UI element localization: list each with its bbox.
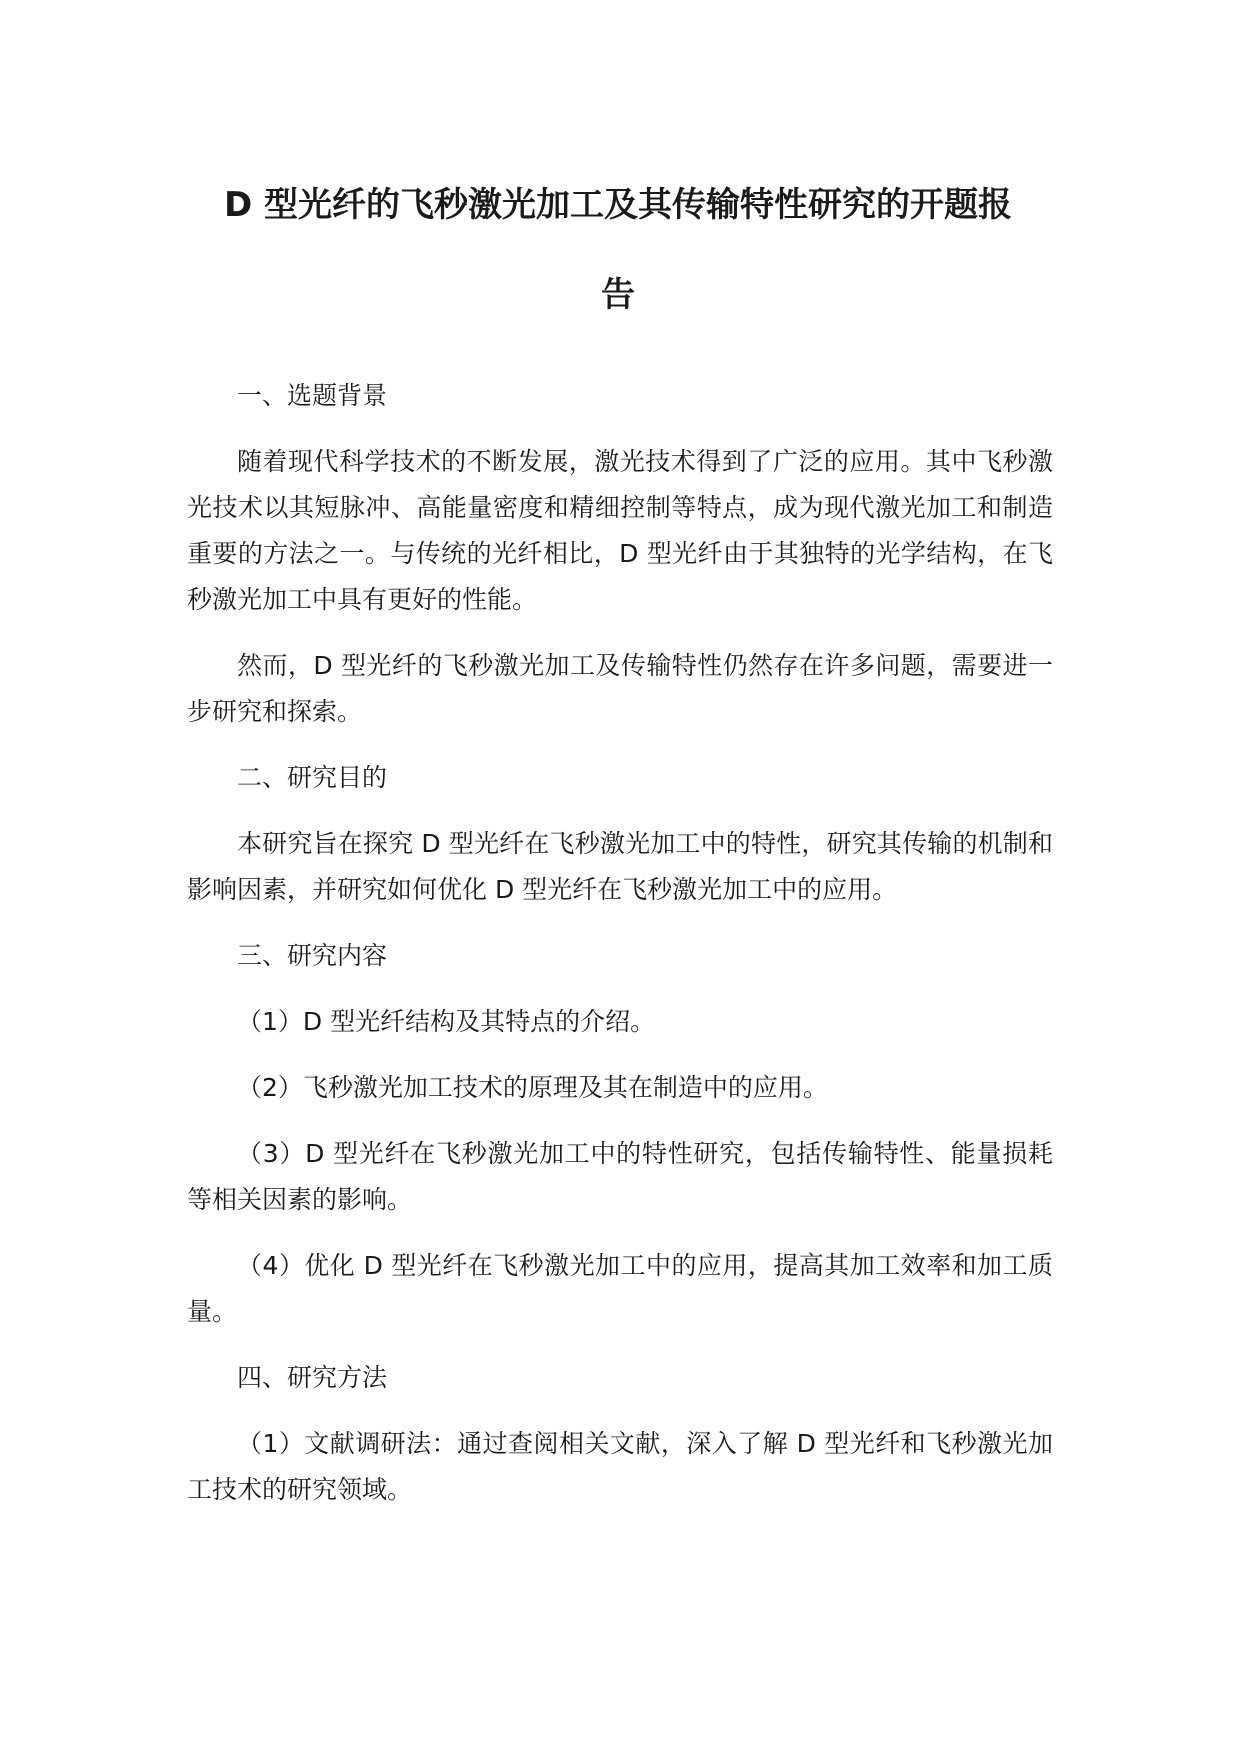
content-item-1: （1）D 型光纤结构及其特点的介绍。	[237, 1007, 656, 1036]
methods-item-1: （1）文献调研法：通过查阅相关文献，深入了解 D 型光纤和飞秒激光加工技术的研究领域。	[187, 1429, 1053, 1504]
section-heading-methods: 四、研究方法	[237, 1363, 388, 1392]
title-line-2: 告	[601, 275, 635, 315]
content-item-4: （4）优化 D 型光纤在飞秒激光加工中的应用，提高其加工效率和加工质量。	[187, 1251, 1053, 1326]
content-item-3: （3）D 型光纤在飞秒激光加工中的特性研究，包括传输特性、能量损耗等相关因素的影响。	[187, 1139, 1053, 1214]
document-title	[185, 160, 1051, 340]
section-heading-background: 一、选题背景	[237, 381, 388, 410]
background-paragraph-1: 随着现代科学技术的不断发展，激光技术得到了广泛的应用。其中飞秒激光技术以其短脉冲、高能量密度和精细控制等特点，成为现代激光加工和制造重要的方法之一。与传统的光纤相比，D 型光纤由于其独特的光学结构，在飞秒激光加工中具有更好的性能。	[187, 447, 1053, 614]
title-line-1: D 型光纤的飞秒激光加工及其传输特性研究的开题报	[223, 185, 1013, 225]
document-body	[187, 373, 1053, 1533]
section-heading-purpose: 二、研究目的	[237, 763, 388, 792]
purpose-paragraph: 本研究旨在探究 D 型光纤在飞秒激光加工中的特性，研究其传输的机制和影响因素，并研究如何优化 D 型光纤在飞秒激光加工中的应用。	[187, 829, 1053, 904]
content-item-2: （2）飞秒激光加工技术的原理及其在制造中的应用。	[237, 1073, 828, 1102]
section-heading-content: 三、研究内容	[237, 941, 388, 970]
background-paragraph-2: 然而，D 型光纤的飞秒激光加工及传输特性仍然存在许多问题，需要进一步研究和探索。	[187, 651, 1053, 726]
